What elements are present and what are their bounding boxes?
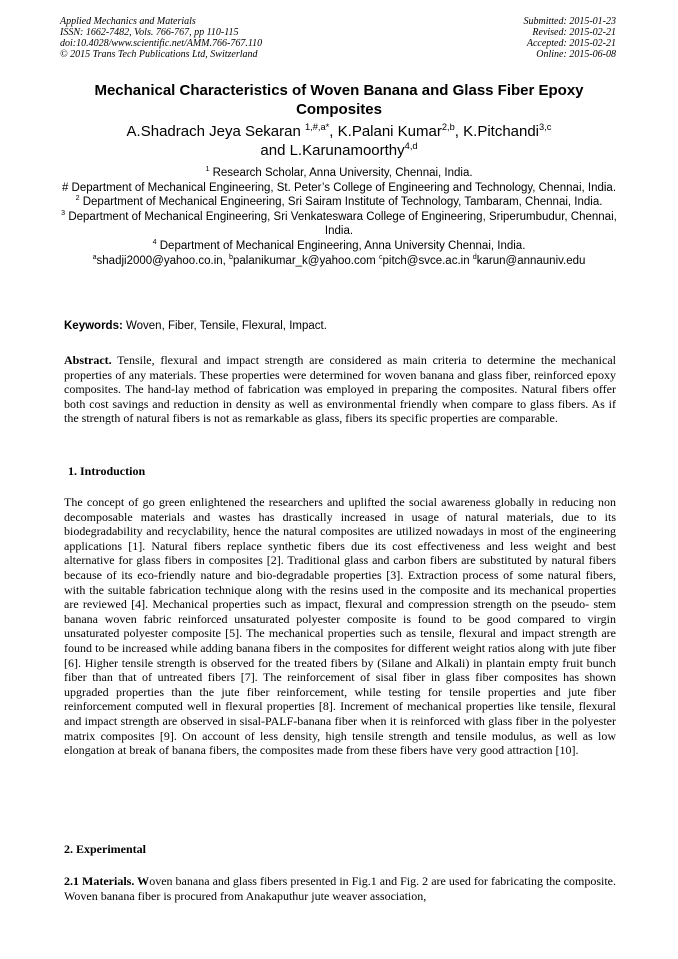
affiliation-1 xyxy=(60,166,618,181)
accepted-date: Accepted: 2015-02-21 xyxy=(526,38,616,49)
email-address: shadji2000@yahoo.co.in, xyxy=(96,254,230,267)
author-affiliation-mark: 3,c xyxy=(539,122,552,132)
keywords-label: Keywords: xyxy=(64,320,123,332)
affiliation-list xyxy=(60,166,618,268)
author-separator: , xyxy=(454,123,464,140)
materials-paragraph xyxy=(64,874,616,903)
affiliation-mark: 2 xyxy=(75,194,80,203)
keywords xyxy=(64,320,618,332)
doi-line: doi:10.4028/www.scientific.net/AMM.766-767.110 xyxy=(60,38,263,49)
affiliation-2 xyxy=(60,195,618,210)
author-name: and L.Karunamoorthy xyxy=(260,142,405,159)
email-mark: b xyxy=(229,252,234,261)
revised-date: Revised: 2015-02-21 xyxy=(532,27,616,38)
header-left xyxy=(60,16,262,60)
abstract xyxy=(64,353,616,426)
author-name: K.Pitchandi xyxy=(463,123,540,140)
author-name: K.Palani Kumar xyxy=(337,123,442,140)
affiliation-3 xyxy=(60,210,618,239)
section-heading-introduction: 1. Introduction xyxy=(68,464,146,478)
email-address: palanikumar_k@yahoo.com xyxy=(233,254,379,267)
affiliation-text: Department of Mechanical Engineering, Anna University Chennai, India. xyxy=(156,239,526,252)
abstract-label: Abstract. xyxy=(64,353,112,367)
issn-line: ISSN: 1662-7482, Vols. 766-767, pp 110-115 xyxy=(60,27,239,38)
email-address: karun@annauniv.edu xyxy=(476,254,586,267)
section-heading-experimental: 2. Experimental xyxy=(64,842,146,856)
email-mark: a xyxy=(92,252,97,261)
email-mark: c xyxy=(378,252,383,261)
affiliation-4 xyxy=(60,239,618,254)
submitted-date: Submitted: 2015-01-23 xyxy=(523,16,616,27)
author-list xyxy=(60,122,618,160)
affiliation-text: Department of Mechanical Engineering, Sri Sairam Institute of Technology, Tambaram, Chennai, India. xyxy=(79,196,603,209)
affiliation-text: Research Scholar, Anna University, Chennai, India. xyxy=(209,167,473,179)
subsection-label: 2.1 Materials. W xyxy=(64,874,150,888)
affiliation-text: Department of Mechanical Engineering, Sri Venkateswara College of Engineering, Sriperumbudur, Chennai, India. xyxy=(65,210,617,238)
introduction-paragraph: The concept of go green enlightened the researchers and uplifted the social awareness globally in reducing non decomposable materials and wastes has drastically increased in usage of natural materials, due to its biodegradability and recyclability, hence the natural composites are utilized nowadays in most of the engineering applications [1]. Natural fibers replace synthetic fibers due its cost effectiveness and less weight and best alternative for glass fibers in composites [2]. Traditional glass and carbon fibers are substituted by natural fibers because of its eco-friendly nature and bio-degradable properties [3]. Extraction process of some natural fibers, with the suitable fabrication technique along with the resins used in the composite and its mechanical properties are reviewed [4]. Mechanical properties such as impact, flexural and compression strength on the pseudo- stem banana woven fabric reinforced unsaturated polyester composite is found to be good compared to virgin unsaturated polyester composite [5]. The mechanical properties such as tensile, flexural and impact strength are found to be increased while adding banana fibers in the composites for different weight ratios along with jute fiber [6]. Higher tensile strength is observed for the treated fibers by (Silane and Alkali) in plantain empty fruit bunch fiber than that of untreated fibers [7]. The reinforcement of sisal fiber in glass fiber composites has shown upgraded properties than the jute fiber reinforcement, while testing for tensile properties and jute fiber reinforcement computed well in flexural properties [8]. Increment of mechanical properties like tensile, flexural and impact strength are observed in sisal-PALF-banana fiber when it is reinforced with glass fiber in the polyester matrix composites [9]. On account of less density, high tensile strength and tensile modulus, as well as low elongation at break of banana fibers, the composites made from these fibers have very good attraction [10]. xyxy=(64,495,616,758)
email-mark: d xyxy=(472,252,477,261)
online-date: Online: 2015-06-08 xyxy=(536,49,616,60)
affiliation-text: # Department of Mechanical Engineering, St. Peter’s College of Engineering and Technology, Chennai, India. xyxy=(61,181,617,194)
copyright-line: © 2015 Trans Tech Publications Ltd, Switzerland xyxy=(60,49,258,60)
affiliation-mark: 4 xyxy=(152,238,157,247)
paper-title: Mechanical Characteristics of Woven Banana and Glass Fiber Epoxy Composites xyxy=(94,82,584,118)
email-list xyxy=(60,254,618,269)
header-right xyxy=(524,16,617,60)
affiliation-mark: 3 xyxy=(61,208,66,217)
affiliation-hash xyxy=(60,181,618,196)
keywords-text: Woven, Fiber, Tensile, Flexural, Impact. xyxy=(122,320,327,332)
email-address: pitch@svce.ac.in xyxy=(382,254,473,267)
journal-name: Applied Mechanics and Materials xyxy=(60,16,196,27)
author-affiliation-mark: 1,#,a* xyxy=(305,122,330,132)
author-affiliation-mark: 2,b xyxy=(441,122,455,132)
author-separator: , xyxy=(329,123,338,140)
materials-text: oven banana and glass fibers presented in Fig.1 and Fig. 2 are used for fabricating the composite. Woven banana fiber is procured from Anakaputhur jute weaver association, xyxy=(64,874,616,903)
abstract-text: Tensile, flexural and impact strength are considered as main criteria to determine the mechanical properties of any materials. These properties were determined for woven banana and glass fiber, reinforced epoxy composites. The hand-lay method of fabrication was employed in preparing the composites. Natural fibers offer both cost savings and reduction in density as well as environmental friendly when compare to glass fibers. As if the strength of natural fibers is not as remarkable as glass, fibers its specific properties are comparable. xyxy=(64,353,616,426)
affiliation-mark: 1 xyxy=(205,165,210,174)
author-affiliation-mark: 4,d xyxy=(404,141,418,151)
author-name: A.Shadrach Jeya Sekaran xyxy=(126,123,305,140)
